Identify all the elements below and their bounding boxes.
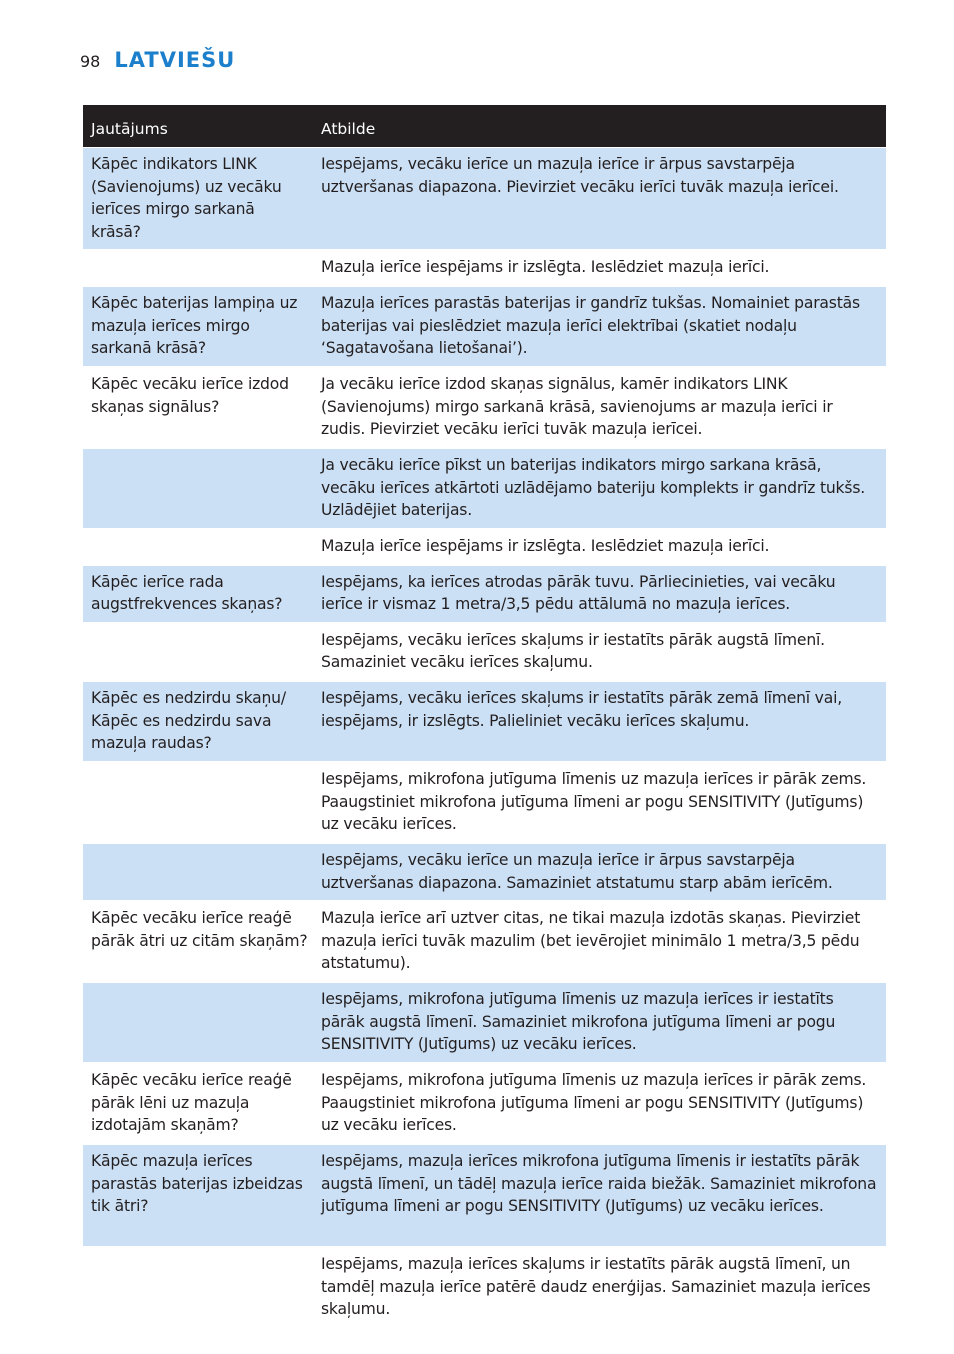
answer-cell: Mazuļa ierīce iespējams ir izslēgta. Ieslēdziet mazuļa ierīci. <box>313 250 886 286</box>
answer-cell: Mazuļa ierīces parastās baterijas ir gandrīz tukšas. Nomainiet parastās baterijas vai pieslēdziet mazuļa ierīci elektrībai (skatiet nodaļu ‘Sagatavošana lietošanai’). <box>313 286 886 367</box>
table-row <box>83 1247 886 1328</box>
question-cell <box>83 529 313 565</box>
question-cell <box>83 843 313 901</box>
question-cell <box>83 623 313 681</box>
question-cell: Kāpēc ierīce rada augstfrekvences skaņas? <box>83 565 313 623</box>
answer-cell: Iespējams, vecāku ierīces skaļums ir iestatīts pārāk zemā līmenī vai, iespējams, ir izslēgts. Palieliniet vecāku ierīces skaļumu. <box>313 681 886 762</box>
table-row <box>83 982 886 1063</box>
question-cell: Kāpēc indikators LINK (Savienojums) uz vecāku ierīces mirgo sarkanā krāsā? <box>83 148 313 251</box>
column-header-question: Jautājums <box>83 105 313 148</box>
answer-cell: Iespējams, mazuļa ierīces skaļums ir iestatīts pārāk augstā līmenī, un tamdēļ mazuļa ierīce patērē daudz enerģijas. Samaziniet mazuļa ierīces skaļumu. <box>313 1247 886 1328</box>
answer-cell: Ja vecāku ierīce pīkst un baterijas indikators mirgo sarkana krāsā, vecāku ierīces atkārtoti uzlādējamo bateriju komplekts ir gandrīz tukšs. Uzlādējiet baterijas. <box>313 448 886 529</box>
table-row <box>83 286 886 367</box>
question-cell <box>83 762 313 843</box>
answer-cell: Iespējams, mazuļa ierīces mikrofona jutīguma līmenis ir iestatīts pārāk augstā līmenī, un tādēļ mazuļa ierīce raida biežāk. Samaziniet mikrofona jutīguma līmeni ar pogu SENSITIVITY (Jutīgums) uz vecāku ierīces. <box>313 1144 886 1247</box>
section-title: LATVIEŠU <box>114 48 236 72</box>
table-row <box>83 250 886 286</box>
table-row <box>83 901 886 982</box>
answer-cell: Iespējams, mikrofona jutīguma līmenis uz mazuļa ierīces ir iestatīts pārāk augstā līmenī. Samaziniet mikrofona jutīguma līmeni ar pogu SENSITIVITY (Jutīgums) uz vecāku ierīces. <box>313 982 886 1063</box>
question-cell: Kāpēc es nedzirdu skaņu/ Kāpēc es nedzirdu sava mazuļa raudas? <box>83 681 313 762</box>
answer-cell: Iespējams, vecāku ierīces skaļums ir iestatīts pārāk augstā līmenī. Samaziniet vecāku ierīces skaļumu. <box>313 623 886 681</box>
troubleshooting-table <box>83 105 886 1329</box>
answer-cell: Iespējams, mikrofona jutīguma līmenis uz mazuļa ierīces ir pārāk zems. Paaugstiniet mikrofona jutīguma līmeni ar pogu SENSITIVITY (Jutīgums) uz vecāku ierīces. <box>313 1063 886 1144</box>
question-cell: Kāpēc vecāku ierīce reaģē pārāk lēni uz mazuļa izdotajām skaņām? <box>83 1063 313 1144</box>
answer-cell: Iespējams, vecāku ierīce un mazuļa ierīce ir ārpus savstarpēja uztveršanas diapazona. Pievirziet vecāku ierīci tuvāk mazuļa ierīcei. <box>313 148 886 251</box>
table-row <box>83 148 886 251</box>
table-row <box>83 367 886 448</box>
table-row <box>83 1144 886 1247</box>
table-row <box>83 843 886 901</box>
table-row <box>83 762 886 843</box>
question-cell: Kāpēc vecāku ierīce izdod skaņas signālus? <box>83 367 313 448</box>
question-cell: Kāpēc vecāku ierīce reaģē pārāk ātri uz citām skaņām? <box>83 901 313 982</box>
column-header-answer: Atbilde <box>313 105 886 148</box>
page-header <box>80 48 235 72</box>
table-row <box>83 448 886 529</box>
table-row <box>83 565 886 623</box>
question-cell: Kāpēc baterijas lampiņa uz mazuļa ierīces mirgo sarkanā krāsā? <box>83 286 313 367</box>
answer-cell: Mazuļa ierīce iespējams ir izslēgta. Ieslēdziet mazuļa ierīci. <box>313 529 886 565</box>
answer-cell: Iespējams, vecāku ierīce un mazuļa ierīce ir ārpus savstarpēja uztveršanas diapazona. Samaziniet atstatumu starp abām ierīcēm. <box>313 843 886 901</box>
answer-cell: Iespējams, ka ierīces atrodas pārāk tuvu. Pārliecinieties, vai vecāku ierīce ir vismaz 1 metra/3,5 pēdu attālumā no mazuļa ierīces. <box>313 565 886 623</box>
answer-cell: Ja vecāku ierīce izdod skaņas signālus, kamēr indikators LINK (Savienojums) mirgo sarkanā krāsā, savienojums ar mazuļa ierīci ir zudis. Pievirziet vecāku ierīci tuvāk mazuļa ierīcei. <box>313 367 886 448</box>
table-row <box>83 681 886 762</box>
table-row <box>83 1063 886 1144</box>
question-cell <box>83 982 313 1063</box>
answer-cell: Iespējams, mikrofona jutīguma līmenis uz mazuļa ierīces ir pārāk zems. Paaugstiniet mikrofona jutīguma līmeni ar pogu SENSITIVITY (Jutīgums) uz vecāku ierīces. <box>313 762 886 843</box>
table-header-row <box>83 105 886 148</box>
table-row <box>83 529 886 565</box>
question-cell: Kāpēc mazuļa ierīces parastās baterijas izbeidzas tik ātri? <box>83 1144 313 1247</box>
question-cell <box>83 250 313 286</box>
page-number: 98 <box>80 52 101 71</box>
answer-cell: Mazuļa ierīce arī uztver citas, ne tikai mazuļa izdotās skaņas. Pievirziet mazuļa ierīci tuvāk mazulim (bet ievērojiet minimālo 1 metra/3,5 pēdu atstatumu). <box>313 901 886 982</box>
table-row <box>83 623 886 681</box>
question-cell <box>83 1247 313 1328</box>
question-cell <box>83 448 313 529</box>
